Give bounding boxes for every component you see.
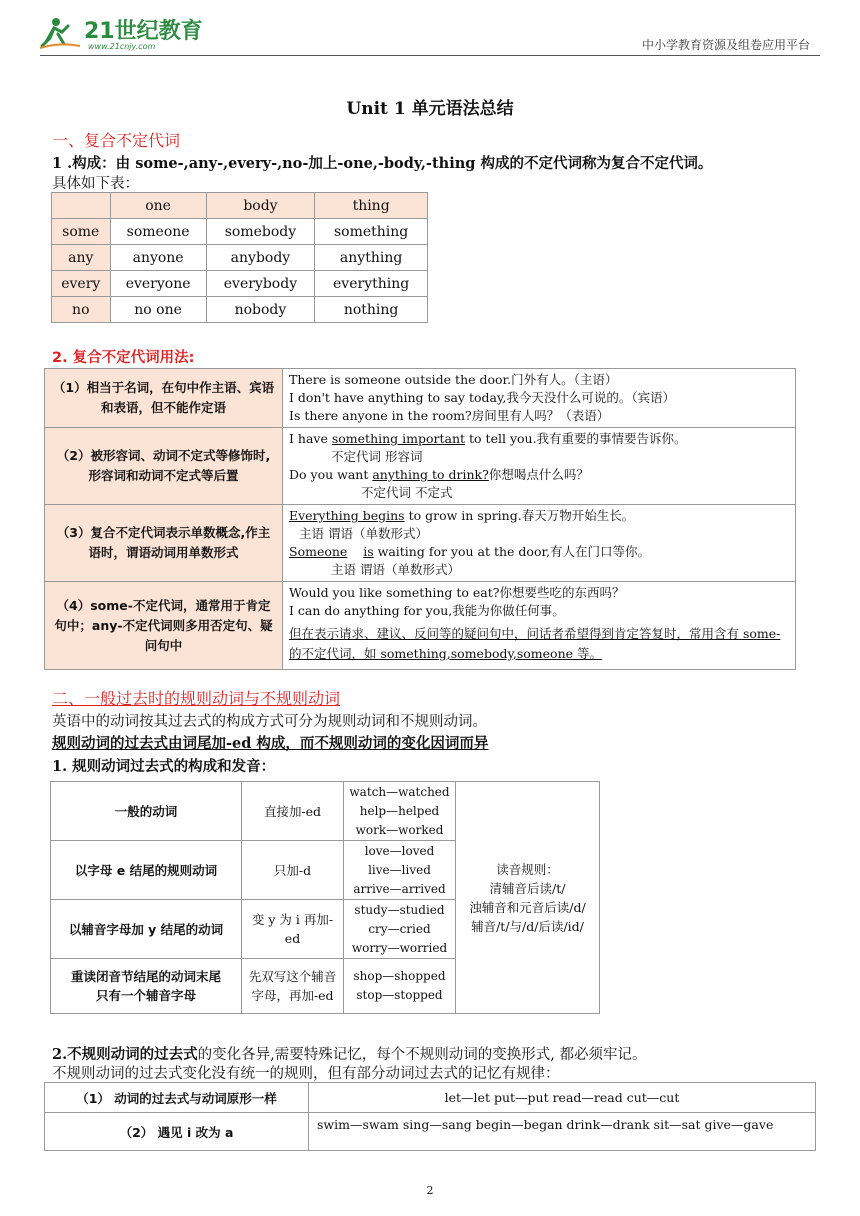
usage-label: （2）被形容词、动词不定式等修饰时,形容词和动词不定式等后置 xyxy=(45,428,283,505)
verb-type: 以辅音字母加 y 结尾的动词 xyxy=(51,900,242,959)
verb-examples: watch—watched help—helped work—worked xyxy=(344,782,456,841)
usage-table xyxy=(44,368,796,670)
svg-text:21世纪教育: 21世纪教育 xyxy=(84,19,203,44)
section2-heading: 二、一般过去时的规则动词与不规则动词 xyxy=(52,689,341,708)
compound-pronoun-table xyxy=(51,192,428,323)
table-cell: nobody xyxy=(206,297,315,323)
table-cell: everyone xyxy=(110,271,206,297)
table-cell: anyone xyxy=(110,245,206,271)
table-row xyxy=(45,1083,816,1113)
page-number: 2 xyxy=(426,1184,434,1197)
table-cell: anybody xyxy=(206,245,315,271)
regular-verb-table xyxy=(50,781,600,1014)
usage-examples: I have something important to tell you.我有重要的事情要告诉你。 不定代词 形容词 Do you want anything to drink?你想喝点什么吗？ 不定代词 不定式 xyxy=(283,428,796,505)
section2-sub1: 1. 规则动词过去式的构成和发音： xyxy=(52,758,276,775)
verb-rule: 只加-d xyxy=(242,841,344,900)
verb-examples: shop—shopped stop—stopped xyxy=(344,959,456,1014)
table-row xyxy=(52,271,428,297)
page-header xyxy=(40,8,820,56)
irregular-label: （2） 遇见 i 改为 a xyxy=(45,1113,309,1151)
verb-type: 以字母 e 结尾的规则动词 xyxy=(51,841,242,900)
verb-rule: 先双写这个辅音字母，再加-ed xyxy=(242,959,344,1014)
table-row xyxy=(52,193,428,219)
rule1-line2: 具体如下表： xyxy=(52,176,139,192)
table-cell: one xyxy=(110,193,206,219)
irregular-label: （1） 动词的过去式与动词原形一样 xyxy=(45,1083,309,1113)
table-cell: something xyxy=(315,219,428,245)
table-cell: everything xyxy=(315,271,428,297)
table-cell: some xyxy=(52,219,111,245)
section1-heading: 一、复合不定代词 xyxy=(52,131,181,150)
table-cell: no one xyxy=(110,297,206,323)
table-cell: every xyxy=(52,271,111,297)
table-row xyxy=(52,297,428,323)
usage-label: （4）some-不定代词，通常用于肯定句中；any-不定代词则多用否定句、疑问句中 xyxy=(45,582,283,670)
section2-intro: 英语中的动词按其过去式的构成方式可分为规则动词和不规则动词。 xyxy=(52,714,487,730)
table-cell: someone xyxy=(110,219,206,245)
usage-label: （3）复合不定代词表示单数概念,作主语时，谓语动词用单数形式 xyxy=(45,505,283,582)
verb-type: 重读闭音节结尾的动词末尾只有一个辅音字母 xyxy=(51,959,242,1014)
table-row xyxy=(45,1113,816,1151)
irregular-examples: let—let put—put read—read cut—cut xyxy=(309,1083,816,1113)
platform-name: 中小学教育资源及组卷应用平台 xyxy=(641,38,810,52)
section2-sub2: 2.不规则动词的过去式的变化各异,需要特殊记忆，每个不规则动词的变换形式, 都必须牢记。 xyxy=(52,1046,647,1063)
usage-examples: There is someone outside the door.门外有人。（主语） I don't have anything to say today,我今天没什么可说的。（宾语） Is there anyone in the room?房间里有人吗？（表语） xyxy=(283,369,796,428)
table-row xyxy=(45,582,796,670)
table-row xyxy=(52,245,428,271)
table-cell: any xyxy=(52,245,111,271)
table-cell: anything xyxy=(315,245,428,271)
section2-sub2-line2: 不规则动词的过去式变化没有统一的规则，但有部分动词过去式的记忆有规律： xyxy=(52,1066,560,1082)
table-cell: thing xyxy=(315,193,428,219)
table-cell: somebody xyxy=(206,219,315,245)
table-cell xyxy=(52,193,111,219)
section2-rule: 规则动词的过去式由词尾加-ed 构成，而不规则动词的变化因词而异 xyxy=(52,735,489,752)
usage-examples: Everything begins to grow in spring.春天万物开始生长。 主语 谓语（单数形式） Someone is waiting for you at the door,有人在门口等你。 主语 谓语（单数形式） xyxy=(283,505,796,582)
table-cell: body xyxy=(206,193,315,219)
verb-rule: 直接加-ed xyxy=(242,782,344,841)
logo-21cnjy xyxy=(40,12,220,52)
irregular-verb-table xyxy=(44,1082,816,1151)
pronunciation-rules: 读音规则： 清辅音后读/t/ 浊辅音和元音后读/d/ 辅音/t/与/d/后读/id/ xyxy=(456,782,600,1014)
table-row xyxy=(45,369,796,428)
table-row xyxy=(45,428,796,505)
rule1-line1: 1 .构成：由 some-,any-,every-,no-加上-one,-body,-thing 构成的不定代词称为复合不定代词。 xyxy=(52,155,713,172)
svg-text:www.21cnjy.com: www.21cnjy.com xyxy=(88,42,156,51)
section1-heading2: 2. 复合不定代词用法: xyxy=(52,350,195,366)
usage-label: （1）相当于名词，在句中作主语、宾语和表语，但不能作定语 xyxy=(45,369,283,428)
table-row xyxy=(51,782,600,841)
page-title: Unit 1 单元语法总结 xyxy=(346,99,514,119)
verb-examples: love—loved live—lived arrive—arrived xyxy=(344,841,456,900)
table-cell: no xyxy=(52,297,111,323)
verb-examples: study—studied cry—cried worry—worried xyxy=(344,900,456,959)
table-row xyxy=(45,505,796,582)
table-row xyxy=(52,219,428,245)
verb-rule: 变 y 为 i 再加-ed xyxy=(242,900,344,959)
table-cell: nothing xyxy=(315,297,428,323)
usage-examples: Would you like something to eat?你想要些吃的东西吗？ I can do anything for you,我能为你做任何事。 但在表示请求、建议、反问等的疑问句中，问话者希望得到肯定答复时，常用含有 some-的不定代词，如 something,somebody,someone 等。 xyxy=(283,582,796,670)
table-cell: everybody xyxy=(206,271,315,297)
irregular-examples: swim—swam sing—sang begin—began drink—drank sit—sat give—gave xyxy=(309,1113,816,1151)
verb-type: 一般的动词 xyxy=(51,782,242,841)
